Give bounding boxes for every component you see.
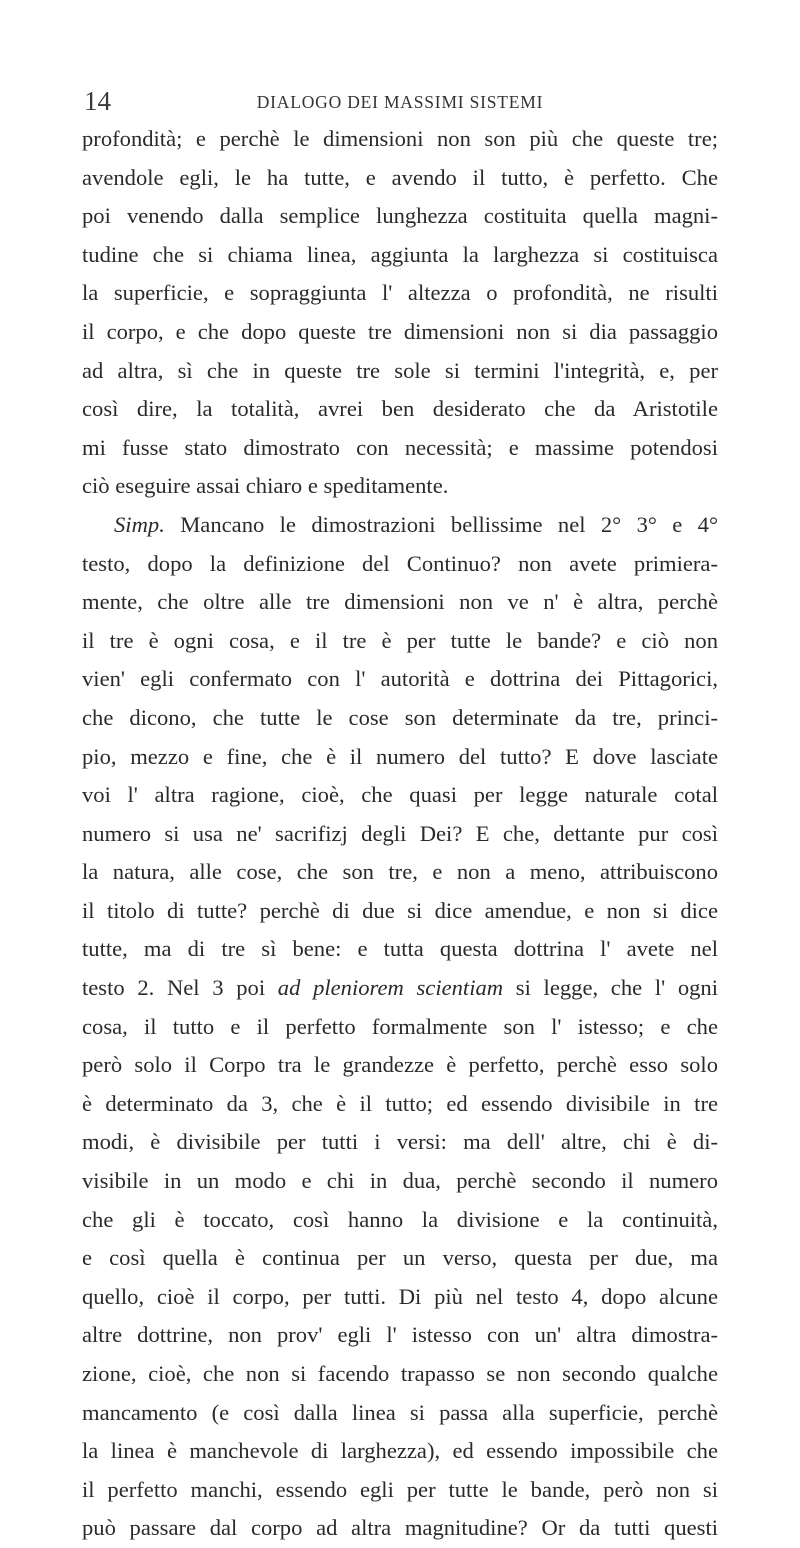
text-line: numero si usa ne' sacrifizj degli Dei? E che, dettante pur così bbox=[82, 820, 718, 846]
text-line: cosa, il tutto e il perfetto formalmente son l' istesso; e che bbox=[82, 1013, 718, 1039]
text-line: mancamento (e così dalla linea si passa alla superficie, perchè bbox=[82, 1399, 718, 1425]
speaker-line bbox=[82, 506, 718, 545]
running-title: DIALOGO DEI MASSIMI SISTEMI bbox=[256, 92, 544, 112]
text-line: pio, mezzo e fine, che è il numero del tutto? E dove lasciate bbox=[82, 743, 718, 769]
text-line: però solo il Corpo tra le grandezze è perfetto, perchè esso solo bbox=[82, 1052, 718, 1078]
text-line: e così quella è continua per un verso, questa per due, ma bbox=[82, 1245, 718, 1271]
text-line: poi venendo dalla semplice lunghezza costituita quella magni- bbox=[82, 203, 718, 229]
text-line: il perfetto manchi, essendo egli per tutte le bande, però non si bbox=[82, 1476, 718, 1502]
text-line: profondità; e perchè le dimensioni non son più che queste tre; bbox=[82, 126, 718, 151]
page-number: 14 bbox=[84, 86, 111, 116]
latin-quote-after: si legge, che l' ogni bbox=[515, 975, 718, 1001]
text-line: così dire, la totalità, avrei ben desiderato che da Aristotile bbox=[82, 396, 718, 422]
text-line: ad altra, sì che in queste tre sole si termini l'integrità, e, per bbox=[82, 357, 718, 383]
speaker-line-text: Mancano le dimostrazioni bellissime nel 2° 3° e 4° bbox=[180, 511, 718, 537]
text-line: il titolo di tutte? perchè di due si dice amendue, e non si dice bbox=[82, 897, 718, 923]
text-line: voi l' altra ragione, cioè, che quasi per legge naturale cotal bbox=[82, 782, 718, 808]
text-line: zione, cioè, che non si facendo trapasso se non secondo qualche bbox=[82, 1361, 718, 1386]
text-line: altre dottrine, non prov' egli l' istesso con un' altra dimostra- bbox=[82, 1322, 718, 1348]
text-line: mi fusse stato dimostrato con necessità; e massime potendosi bbox=[82, 434, 718, 460]
text-line: mente, che oltre alle tre dimensioni non ve n' è altra, perchè bbox=[82, 589, 718, 615]
text-line: la superficie, e sopraggiunta l' altezza o profondità, ne risulti bbox=[82, 280, 718, 306]
text-line: che gli è toccato, così hanno la divisione e la continuità, bbox=[82, 1206, 718, 1232]
text-line: testo, dopo la definizione del Continuo? non avete primiera- bbox=[82, 550, 718, 576]
latin-quote: ad pleniorem scientiam bbox=[277, 975, 504, 1001]
text-line: visibile in un modo e chi in dua, perchè secondo il numero bbox=[82, 1168, 718, 1194]
text-line: può passare dal corpo ad altra magnitudine? Or da tutti questi bbox=[82, 1515, 718, 1541]
latin-quote-before: testo 2. Nel 3 poi bbox=[82, 975, 266, 1001]
text-line: modi, è divisibile per tutti i versi: ma dell' altre, chi è di- bbox=[82, 1129, 718, 1155]
text-line: vien' egli confermato con l' autorità e dottrina dei Pittagorici, bbox=[82, 666, 718, 692]
text-line: la linea è manchevole di larghezza), ed essendo impossibile che bbox=[82, 1438, 718, 1464]
text-line: il tre è ogni cosa, e il tre è per tutte le bande? e ciò non bbox=[82, 627, 718, 653]
speaker-name: Simp. bbox=[114, 511, 165, 537]
text-line: tudine che si chiama linea, aggiunta la larghezza si costituisca bbox=[82, 241, 718, 267]
text-line: il corpo, e che dopo queste tre dimensioni non si dia passaggio bbox=[82, 318, 718, 344]
text-line: avendole egli, le ha tutte, e avendo il tutto, è perfetto. Che bbox=[82, 164, 718, 190]
text-line: che dicono, che tutte le cose son determinate da tre, princi- bbox=[82, 704, 718, 730]
text-line: tutte, ma di tre sì bene: e tutta questa dottrina l' avete nel bbox=[82, 936, 718, 962]
text-line: ciò eseguire assai chiaro e speditamente. bbox=[82, 473, 449, 499]
body-text bbox=[82, 120, 718, 1548]
text-line: è determinato da 3, che è il tutto; ed essendo divisibile in tre bbox=[82, 1090, 718, 1116]
running-head bbox=[80, 84, 720, 118]
text-line: quello, cioè il corpo, per tutti. Di più nel testo 4, dopo alcune bbox=[82, 1283, 718, 1309]
text-line: la natura, alle cose, che son tre, e non a meno, attribuiscono bbox=[82, 859, 718, 885]
latin-quote-line bbox=[82, 969, 718, 1008]
